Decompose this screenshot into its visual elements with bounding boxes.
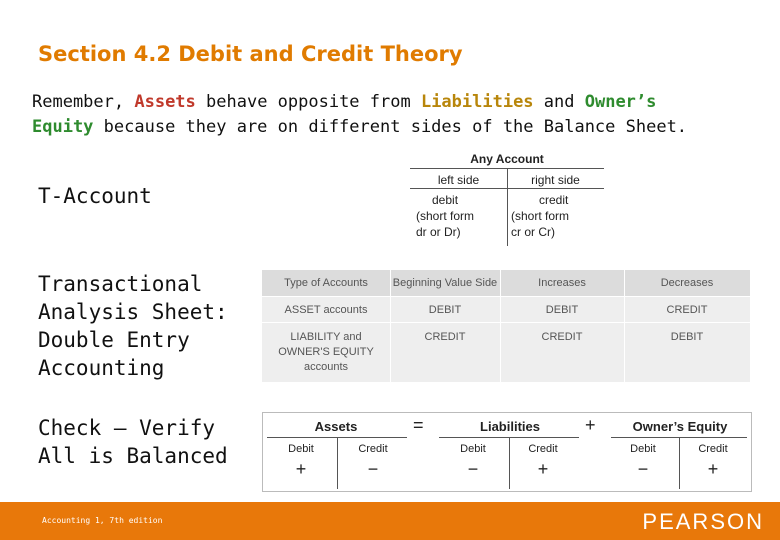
divider — [507, 168, 508, 246]
divider — [624, 270, 625, 382]
divider — [390, 270, 391, 382]
check-verify-label — [38, 414, 228, 470]
intro-text — [32, 90, 752, 140]
detail-line: cr or Cr) — [511, 225, 555, 239]
detail-line: credit — [539, 193, 569, 207]
right-side-detail — [511, 192, 601, 240]
table-cell: ASSET accounts — [284, 304, 368, 316]
liabilities-heading: Liabilities — [480, 419, 540, 434]
assets-debit-sign: + — [295, 459, 307, 479]
liabilities-debit-label: Debit — [460, 443, 486, 455]
table-header-cell: Increases — [538, 277, 586, 289]
table-cell-line: OWNER'S EQUITY — [278, 346, 374, 358]
equals-sign: = — [413, 415, 424, 435]
table-header-cell: Decreases — [660, 277, 714, 289]
table-cell: CREDIT — [541, 331, 583, 343]
accounting-equation — [262, 412, 752, 492]
table-header-cell: Beginning Value Side — [392, 277, 498, 289]
intro-part-4: because they are on different sides of the Balance Sheet. — [93, 117, 688, 137]
table-cell — [262, 330, 390, 375]
assets-heading: Assets — [314, 419, 358, 434]
slide-title: Section 4.2 Debit and Credit Theory — [38, 42, 463, 66]
equity-credit-label: Credit — [698, 443, 728, 455]
liabilities-credit-sign: + — [537, 459, 549, 479]
equity-heading: Owner’s Equity — [632, 419, 728, 434]
equity-credit-sign: + — [707, 459, 719, 479]
intro-part-1: Remember, — [32, 92, 135, 112]
left-side-header: left side — [437, 173, 480, 187]
intro-assets: Assets — [134, 92, 196, 112]
transactional-analysis-label — [38, 270, 228, 382]
divider — [679, 437, 680, 489]
intro-owners: Owner’s — [584, 92, 657, 112]
assets-credit-label: Credit — [358, 443, 388, 455]
divider — [337, 437, 338, 489]
table-cell: CREDIT — [666, 304, 708, 316]
right-side-header: right side — [531, 173, 580, 187]
any-account-diagram — [410, 150, 604, 248]
any-account-title: Any Account — [470, 152, 544, 166]
pearson-logo: PEARSON — [642, 509, 764, 534]
table-cell: DEBIT — [545, 304, 579, 316]
detail-line: dr or Dr) — [416, 225, 461, 239]
table-cell: DEBIT — [428, 304, 462, 316]
equity-debit-sign: − — [637, 459, 649, 479]
table-cell-line: accounts — [303, 361, 349, 373]
detail-line: (short form — [416, 209, 475, 223]
divider — [262, 322, 750, 323]
table-cell-line: LIABILITY and — [290, 331, 362, 343]
transactional-analysis-table — [262, 270, 750, 382]
assets-credit-sign: − — [367, 459, 379, 479]
left-side-detail — [416, 192, 506, 240]
table-cell: CREDIT — [424, 331, 466, 343]
intro-liabilities: Liabilities — [420, 92, 534, 112]
divider — [500, 270, 501, 382]
divider — [509, 437, 510, 489]
liabilities-debit-sign: − — [467, 459, 479, 479]
check-label-line: Check – Verify — [38, 416, 216, 440]
assets-debit-label: Debit — [288, 443, 314, 455]
liabilities-credit-label: Credit — [528, 443, 558, 455]
tas-label-line: Analysis Sheet: — [38, 300, 228, 324]
t-account-label: T-Account — [38, 184, 152, 208]
intro-equity: Equity — [32, 117, 94, 137]
table-cell: DEBIT — [670, 331, 704, 343]
tas-label-line: Transactional — [38, 272, 203, 296]
equity-debit-label: Debit — [630, 443, 656, 455]
divider — [262, 296, 750, 297]
tas-label-line: Accounting — [38, 356, 165, 380]
detail-line: debit — [432, 193, 459, 207]
footer-bar — [0, 502, 780, 540]
tas-label-line: Double Entry — [38, 328, 190, 352]
edition-label: Accounting 1, 7th edition — [42, 516, 163, 525]
plus-sign: + — [585, 415, 596, 435]
detail-line: (short form — [511, 209, 570, 223]
intro-part-3: and — [533, 92, 585, 112]
intro-part-2: behave opposite from — [195, 92, 421, 112]
check-label-line: All is Balanced — [38, 444, 228, 468]
table-header-cell: Type of Accounts — [284, 277, 368, 289]
